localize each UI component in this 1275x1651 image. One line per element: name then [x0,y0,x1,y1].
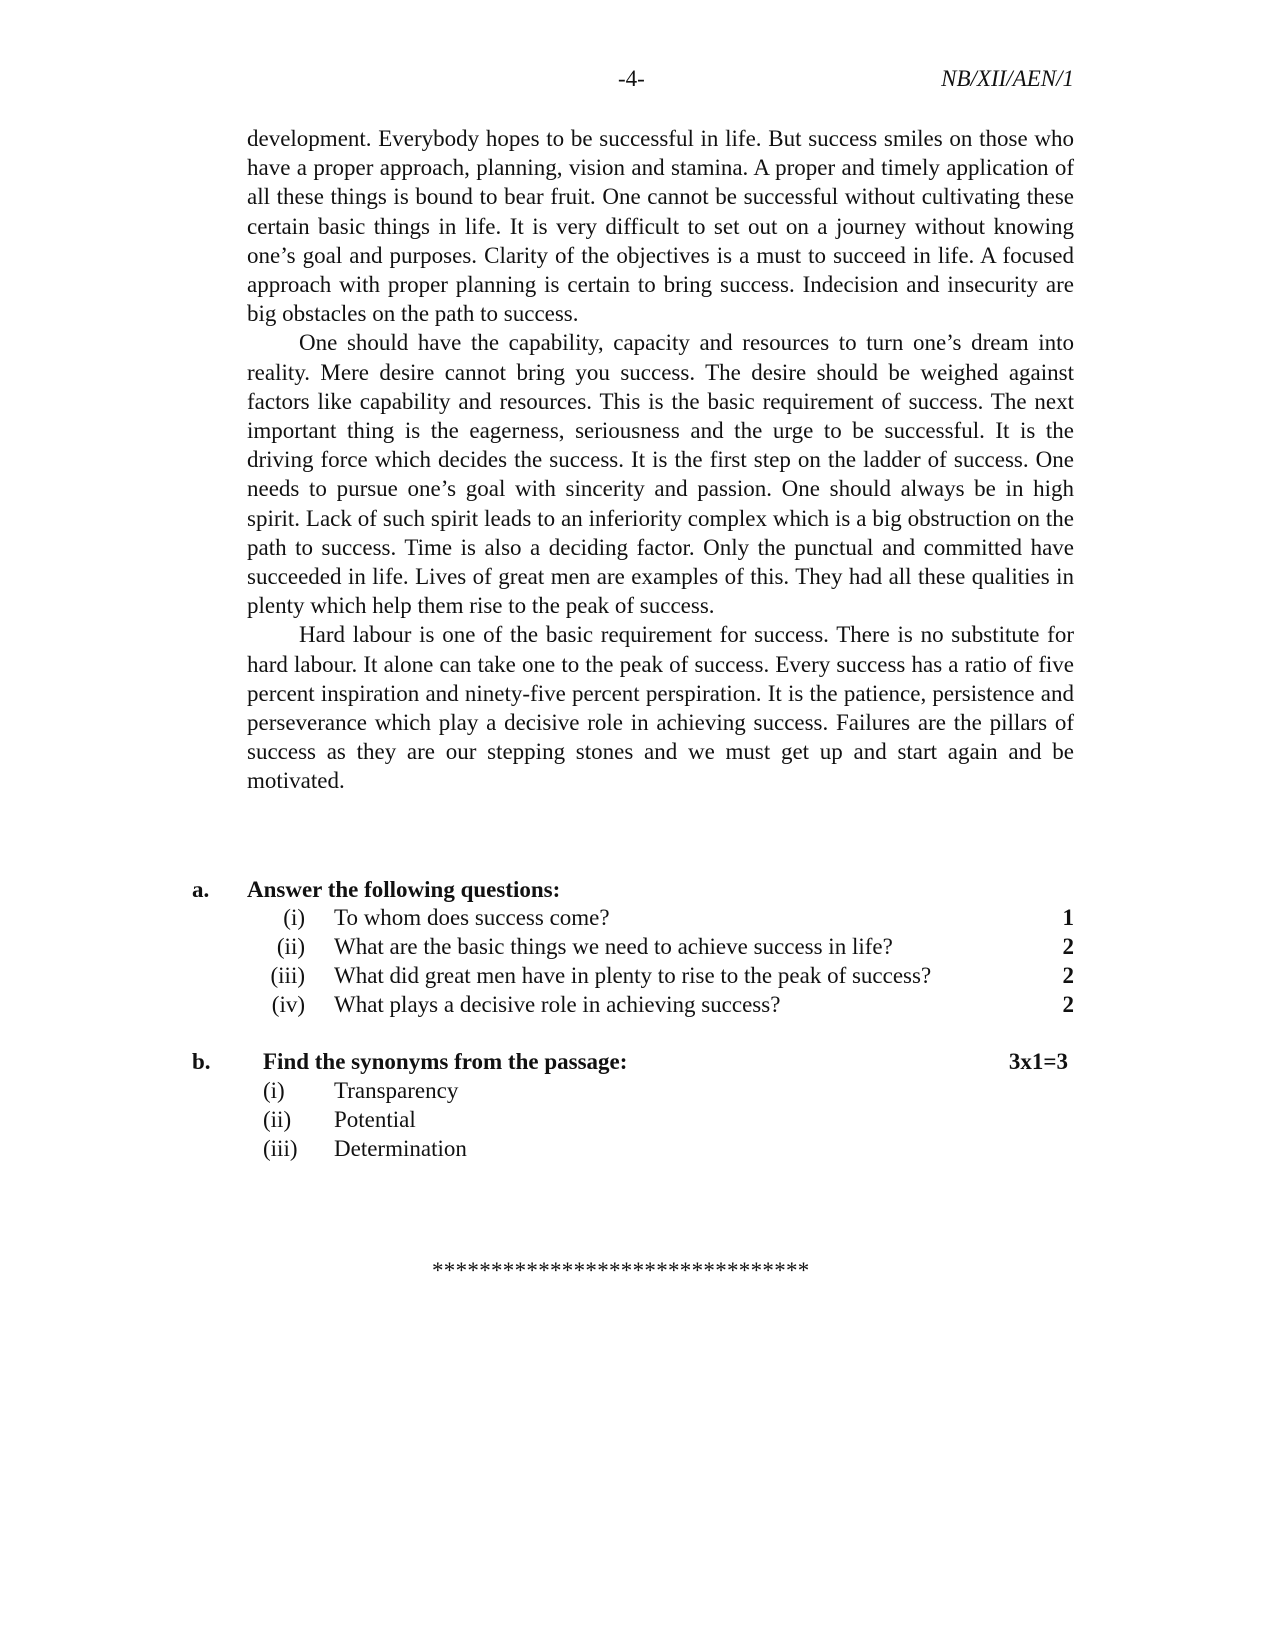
question-row [247,963,1074,992]
section-a-letter: a. [192,877,210,902]
question-text: What are the basic things we need to achieve success in life? [334,934,893,959]
question-text: What plays a decisive role in achieving success? [334,992,781,1017]
question-row [247,905,1074,934]
question-marks: 2 [1062,934,1074,959]
question-marks: 1 [1062,905,1074,930]
question-number: (iv) [271,992,305,1017]
synonym-number: (ii) [263,1107,292,1132]
page-number: -4- [618,66,645,91]
question-number: (ii) [276,934,305,959]
passage-paragraph: development. Everybody hopes to be successful in life. But success smiles on those who have a proper approach, planning, vision and stamina. A proper and timely application of all these things is bound to bear fruit. One cannot be successful without cultivating these certain basic things in life. It is very difficult to set out on a journey without knowing one’s goal and purposes. Clarity of the objectives is a must to succeed in life. A focused approach with proper planning is certain to bring success. Indecision and insecurity are big obstacles on the path to success. [247,126,1074,327]
question-marks: 2 [1062,992,1074,1017]
question-number: (i) [283,905,305,930]
synonym-word: Determination [334,1136,467,1161]
end-marker: ******************************** [432,1258,810,1283]
section-b-marks: 3x1=3 [1008,1049,1068,1074]
question-number: (iii) [270,963,305,988]
question-text: What did great men have in plenty to rise to the peak of success? [334,963,932,988]
passage-paragraph: One should have the capability, capacity and resources to turn one’s dream into reality. Mere desire cannot bring you success. The desire should be weighed against factors like capability and resources. This is the basic requirement of success. The next important thing is the eagerness, seriousness and the urge to be successful. It is the driving force which decides the success. It is the first step on the ladder of success. One needs to pursue one’s goal with sincerity and passion. One should always be in high spirit. Lack of such spirit leads to an inferiority complex which is a big obstruction on the path to success. Time is also a deciding factor. Only the punctual and committed have succeeded in life. Lives of great men are examples of this. They had all these qualities in plenty which help them rise to the peak of success. [247,330,1074,619]
section-a-heading: Answer the following questions: [247,877,561,902]
question-row [247,992,1074,1021]
section-b-letter: b. [192,1049,211,1074]
section-b-heading: Find the synonyms from the passage: [263,1049,628,1074]
passage-paragraph: Hard labour is one of the basic requirement for success. There is no substitute for hard labour. It alone can take one to the peak of success. Every success has a ratio of five percent inspiration and ninety-five percent perspiration. It is the patience, persistence and perseverance which play a decisive role in achieving success. Failures are the pillars of success as they are our stepping stones and we must get up and start again and be motivated. [247,622,1074,794]
synonym-number: (iii) [263,1136,298,1161]
synonym-number: (i) [263,1078,285,1103]
synonym-word: Potential [334,1107,416,1132]
question-text: To whom does success come? [334,905,610,930]
reading-passage [247,124,1074,796]
question-marks: 2 [1062,963,1074,988]
paper-code: NB/XII/AEN/1 [941,66,1074,91]
synonym-word: Transparency [334,1078,459,1103]
question-row [247,934,1074,963]
